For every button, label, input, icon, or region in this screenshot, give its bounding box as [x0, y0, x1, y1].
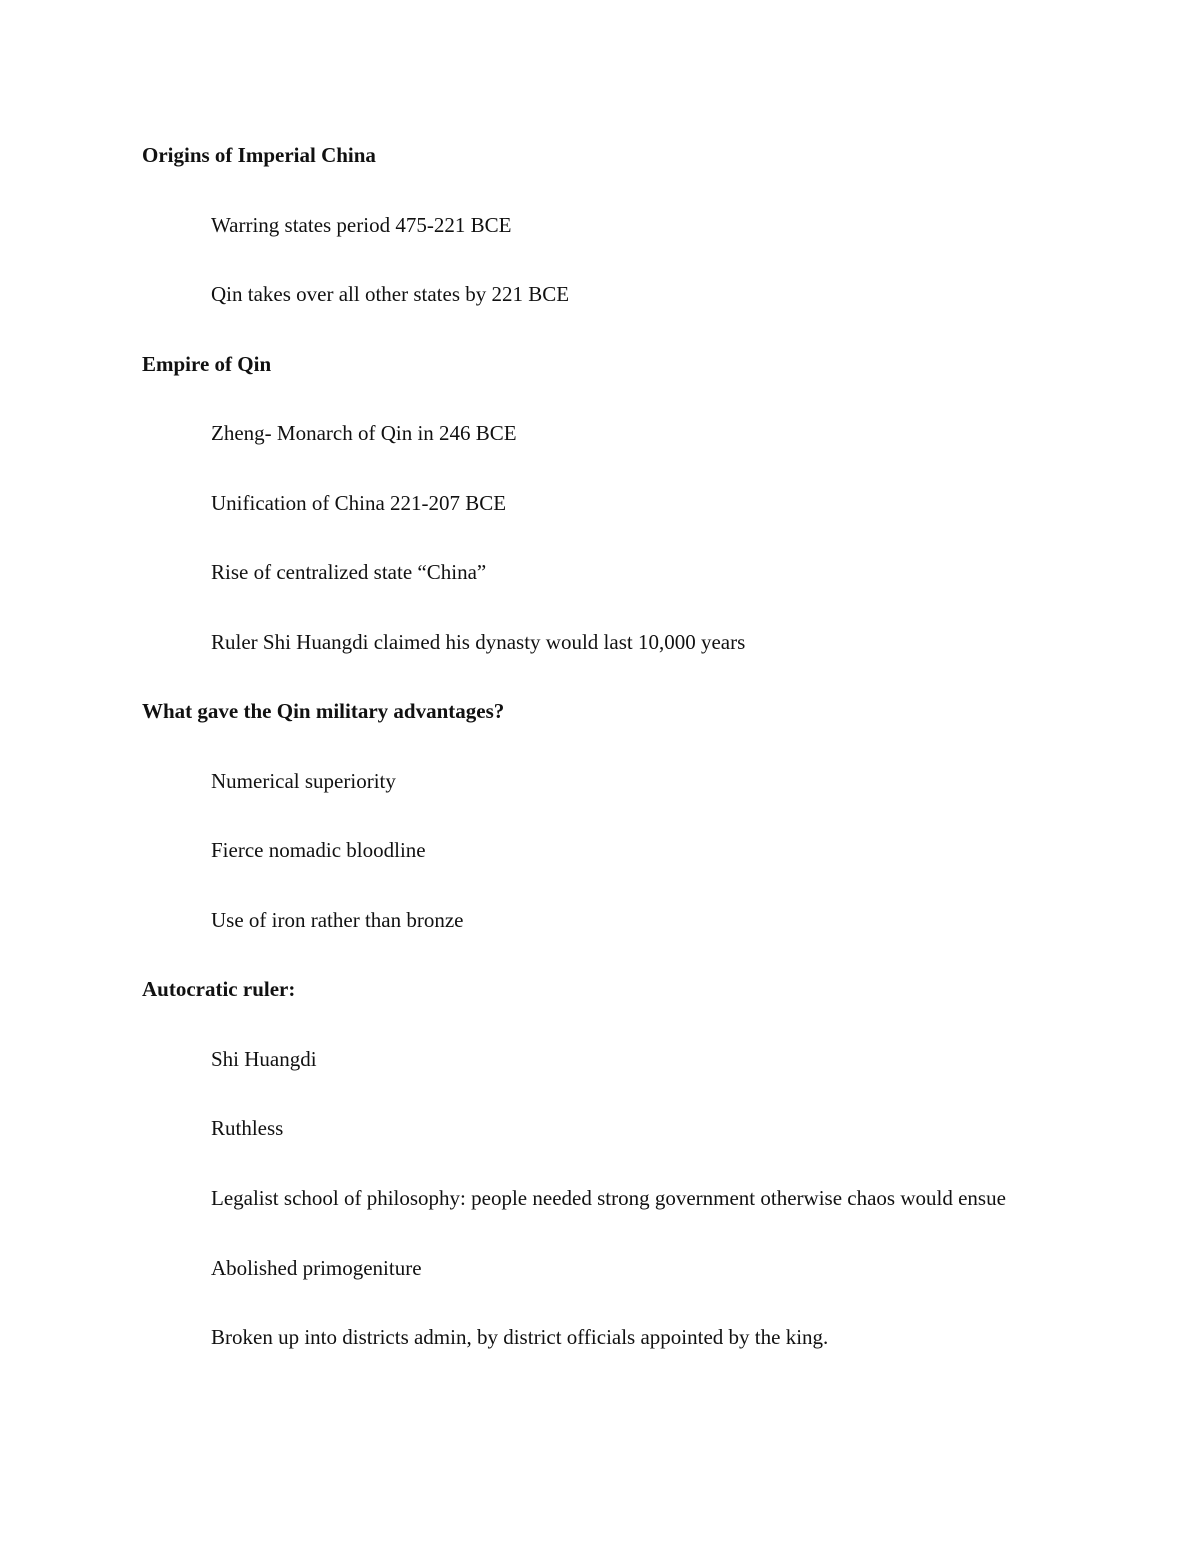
section-heading-autocratic-ruler: Autocratic ruler:	[142, 977, 296, 1001]
note-item: Qin takes over all other states by 221 BCE	[211, 282, 570, 306]
note-item: Fierce nomadic bloodline	[211, 838, 426, 862]
section-heading-origins: Origins of Imperial China	[142, 143, 376, 167]
note-item: Unification of China 221-207 BCE	[211, 490, 507, 515]
section-heading-military-advantages: What gave the Qin military advantages?	[142, 699, 505, 723]
note-item: Abolished primogeniture	[211, 1255, 422, 1280]
note-item: Ruler Shi Huangdi claimed his dynasty would last 10,000 years	[211, 629, 746, 654]
note-item: Broken up into districts admin, by district officials appointed by the king.	[211, 1325, 829, 1349]
document-body	[142, 138, 1062, 1390]
note-item: Rise of centralized state “China”	[211, 560, 487, 584]
note-item: Numerical superiority	[211, 768, 396, 793]
note-item: Zheng- Monarch of Qin in 246 BCE	[211, 421, 517, 445]
note-item: Shi Huangdi	[211, 1046, 317, 1071]
note-item: Legalist school of philosophy: people needed strong government otherwise chaos would ensue	[211, 1185, 1006, 1210]
note-item: Use of iron rather than bronze	[211, 907, 464, 932]
note-item: Ruthless	[211, 1116, 284, 1140]
section-heading-empire-of-qin: Empire of Qin	[142, 351, 272, 376]
note-item: Warring states period 475-221 BCE	[211, 212, 512, 237]
